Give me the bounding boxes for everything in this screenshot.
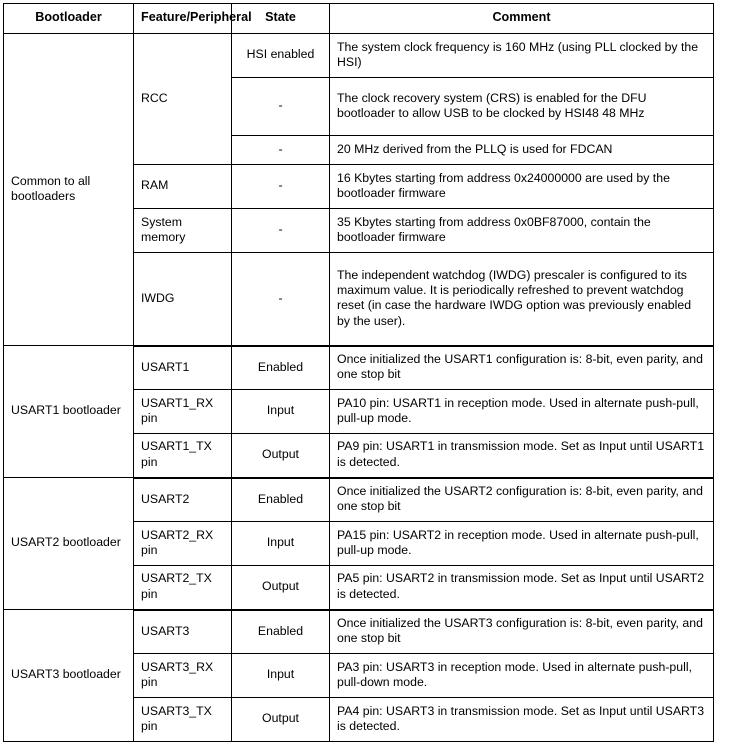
cell-comment: PA4 pin: USART3 in transmission mode. Set as Input until USART3 is detected. [330, 698, 714, 742]
cell-state: Input [232, 654, 330, 698]
cell-comment: 16 Kbytes starting from address 0x24000000 are used by the bootloader firmware [330, 165, 714, 209]
cell-comment: PA5 pin: USART2 in transmission mode. Set as Input until USART2 is detected. [330, 566, 714, 610]
cell-state: - [232, 165, 330, 209]
cell-state: Input [232, 390, 330, 434]
cell-state: Enabled [232, 610, 330, 654]
cell-comment: PA10 pin: USART1 in reception mode. Used in alternate push-pull, pull-up mode. [330, 390, 714, 434]
cell-comment: PA9 pin: USART1 in transmission mode. Set as Input until USART1 is detected. [330, 434, 714, 478]
cell-state: Enabled [232, 346, 330, 390]
table-row [4, 610, 714, 654]
cell-comment: Once initialized the USART2 configuration is: 8-bit, even parity, and one stop bit [330, 478, 714, 522]
table-row [4, 478, 714, 522]
cell-state: - [232, 78, 330, 136]
cell-state: Output [232, 698, 330, 742]
cell-state: Output [232, 434, 330, 478]
cell-feature: USART1_RX pin [134, 390, 232, 434]
cell-feature: RAM [134, 165, 232, 209]
cell-feature: USART3 [134, 610, 232, 654]
cell-feature: USART2_RX pin [134, 522, 232, 566]
cell-state: Enabled [232, 478, 330, 522]
cell-feature: USART1 [134, 346, 232, 390]
cell-comment: The system clock frequency is 160 MHz (using PLL clocked by the HSI) [330, 34, 714, 78]
cell-feature: USART2 [134, 478, 232, 522]
cell-comment: PA15 pin: USART2 in reception mode. Used in alternate push-pull, pull-up mode. [330, 522, 714, 566]
cell-feature: USART2_TX pin [134, 566, 232, 610]
cell-comment: PA3 pin: USART3 in reception mode. Used in alternate push-pull, pull-down mode. [330, 654, 714, 698]
cell-comment: Once initialized the USART1 configuration is: 8-bit, even parity, and one stop bit [330, 346, 714, 390]
cell-feature: USART1_TX pin [134, 434, 232, 478]
cell-feature: RCC [134, 34, 232, 165]
cell-feature: System memory [134, 209, 232, 253]
table-header-row [4, 4, 714, 34]
table-row [4, 346, 714, 390]
cell-comment: The independent watchdog (IWDG) prescaler is configured to its maximum value. It is periodically refreshed to prevent watchdog reset (in case the hardware IWDG option was previously enabled by the user). [330, 253, 714, 346]
column-header-feature-peripheral: Feature/Peripheral [134, 4, 232, 34]
table-header [4, 4, 714, 34]
cell-bootloader-group: USART3 bootloader [4, 610, 134, 742]
cell-state: - [232, 136, 330, 165]
cell-bootloader-group: USART1 bootloader [4, 346, 134, 478]
cell-comment: 20 MHz derived from the PLLQ is used for FDCAN [330, 136, 714, 165]
cell-comment: Once initialized the USART3 configuration is: 8-bit, even parity, and one stop bit [330, 610, 714, 654]
column-header-state: State [232, 4, 330, 34]
cell-feature: USART3_TX pin [134, 698, 232, 742]
column-header-comment: Comment [330, 4, 714, 34]
cell-comment: 35 Kbytes starting from address 0x0BF87000, contain the bootloader firmware [330, 209, 714, 253]
cell-state: Output [232, 566, 330, 610]
cell-state: - [232, 253, 330, 346]
cell-feature: IWDG [134, 253, 232, 346]
cell-comment: The clock recovery system (CRS) is enabled for the DFU bootloader to allow USB to be clocked by HSI48 48 MHz [330, 78, 714, 136]
cell-state: Input [232, 522, 330, 566]
cell-bootloader-group: USART2 bootloader [4, 478, 134, 610]
cell-state: - [232, 209, 330, 253]
cell-feature: USART3_RX pin [134, 654, 232, 698]
cell-bootloader-group: Common to all bootloaders [4, 34, 134, 346]
table-body [4, 34, 714, 742]
cell-state: HSI enabled [232, 34, 330, 78]
column-header-bootloader: Bootloader [4, 4, 134, 34]
table-row [4, 34, 714, 78]
bootloader-configuration-table [3, 3, 714, 742]
